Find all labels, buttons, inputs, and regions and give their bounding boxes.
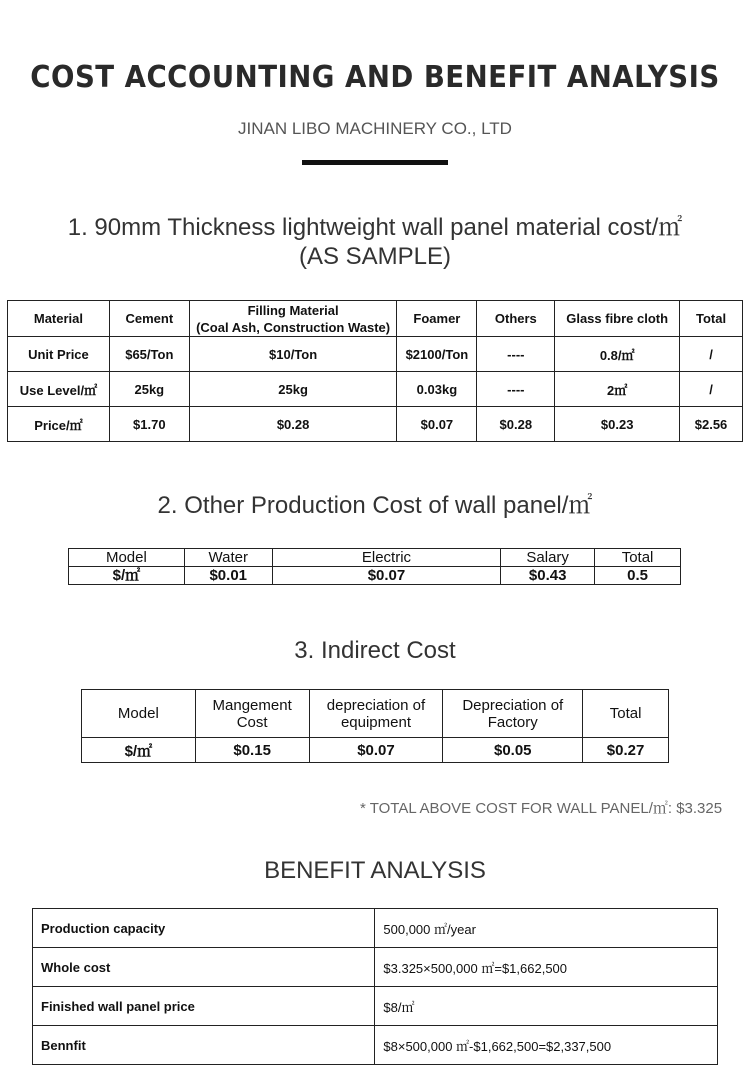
table-cell: $0.07 <box>272 567 501 585</box>
page-title: COST ACCOUNTING AND BENEFIT ANALYSIS <box>30 60 720 95</box>
benefit-heading: BENEFIT ANALYSIS <box>264 857 486 884</box>
table-header-row <box>8 301 743 337</box>
table-cell: $10/Ton <box>189 337 397 372</box>
section2-heading: 2. Other Production Cost of wall panel/㎡ <box>157 492 593 519</box>
table-cell: Use Level/㎡ <box>8 372 110 407</box>
table-cell: $0.28 <box>189 407 397 442</box>
table-row <box>33 948 718 987</box>
benefit-value: $3.325×500,000 ㎡=$1,662,500 <box>375 948 718 987</box>
section1-heading-line2: (AS SAMPLE) <box>298 243 452 270</box>
header-cell: Total <box>583 690 669 738</box>
header-cell: Total <box>595 549 681 567</box>
table-cell: $0.28 <box>477 407 555 442</box>
table-cell: Unit Price <box>8 337 110 372</box>
table-row <box>8 407 743 442</box>
header-cell: Model <box>82 690 196 738</box>
benefit-value: $8×500,000 ㎡-$1,662,500=$2,337,500 <box>375 1026 718 1065</box>
header-cell: Depreciation of Factory <box>443 690 583 738</box>
table-cell: $2.56 <box>680 407 743 442</box>
company-subtitle: JINAN LIBO MACHINERY CO., LTD <box>238 119 512 138</box>
table-cell: $/㎡ <box>82 738 196 763</box>
table-cell: 0.5 <box>595 567 681 585</box>
table-row <box>33 987 718 1026</box>
other-production-cost-table <box>68 548 681 585</box>
total-cost-note: * TOTAL ABOVE COST FOR WALL PANEL/㎡: $3.325 <box>360 800 723 817</box>
header-cell <box>189 301 397 337</box>
benefit-value: $8/㎡ <box>375 987 718 1026</box>
header-cell-line2: (Coal Ash, Construction Waste) <box>196 319 391 335</box>
table-cell: $0.43 <box>501 567 595 585</box>
header-cell: Mangement Cost <box>195 690 309 738</box>
table-cell: 2㎡ <box>555 372 680 407</box>
header-cell: Glass fibre cloth <box>555 301 680 337</box>
header-cell: Water <box>184 549 272 567</box>
header-cell: Model <box>69 549 185 567</box>
table-cell: 0.8/㎡ <box>555 337 680 372</box>
header-cell: Others <box>477 301 555 337</box>
header-cell: Total <box>680 301 743 337</box>
table-row <box>33 1026 718 1065</box>
material-cost-table <box>7 300 743 442</box>
section1-heading-line1: 1. 90mm Thickness lightweight wall panel material cost/㎡ <box>67 214 683 241</box>
table-cell: $0.27 <box>583 738 669 763</box>
table-cell: $0.01 <box>184 567 272 585</box>
table-cell: 0.03kg <box>397 372 477 407</box>
table-row <box>8 372 743 407</box>
table-cell: $/㎡ <box>69 567 185 585</box>
benefit-label: Production capacity <box>33 909 375 948</box>
table-cell: Price/㎡ <box>8 407 110 442</box>
table-cell: $2100/Ton <box>397 337 477 372</box>
table-row <box>8 337 743 372</box>
header-cell: Cement <box>109 301 189 337</box>
benefit-label: Finished wall panel price <box>33 987 375 1026</box>
table-row <box>69 567 681 585</box>
header-cell: depreciation of equipment <box>309 690 443 738</box>
header-cell: Foamer <box>397 301 477 337</box>
table-cell: $0.07 <box>397 407 477 442</box>
benefit-label: Bennfit <box>33 1026 375 1065</box>
table-row <box>33 909 718 948</box>
table-cell: $1.70 <box>109 407 189 442</box>
table-cell: 25kg <box>109 372 189 407</box>
table-cell: $0.07 <box>309 738 443 763</box>
header-cell: Material <box>8 301 110 337</box>
header-cell: Salary <box>501 549 595 567</box>
table-cell: 25kg <box>189 372 397 407</box>
title-divider <box>302 160 448 165</box>
benefit-label: Whole cost <box>33 948 375 987</box>
table-cell: ---- <box>477 337 555 372</box>
benefit-value: 500,000 ㎡/year <box>375 909 718 948</box>
table-cell: / <box>680 337 743 372</box>
section1-heading <box>0 213 750 271</box>
table-header-row <box>82 690 669 738</box>
benefit-table <box>32 908 718 1065</box>
table-cell: $0.15 <box>195 738 309 763</box>
table-cell: ---- <box>477 372 555 407</box>
table-cell: $0.05 <box>443 738 583 763</box>
table-header-row <box>69 549 681 567</box>
section3-heading: 3. Indirect Cost <box>294 637 456 664</box>
table-cell: $0.23 <box>555 407 680 442</box>
header-cell-line1: Filling Material <box>247 302 339 318</box>
indirect-cost-table <box>81 689 669 763</box>
header-cell: Electric <box>272 549 501 567</box>
table-cell: $65/Ton <box>109 337 189 372</box>
table-row <box>82 738 669 763</box>
table-cell: / <box>680 372 743 407</box>
